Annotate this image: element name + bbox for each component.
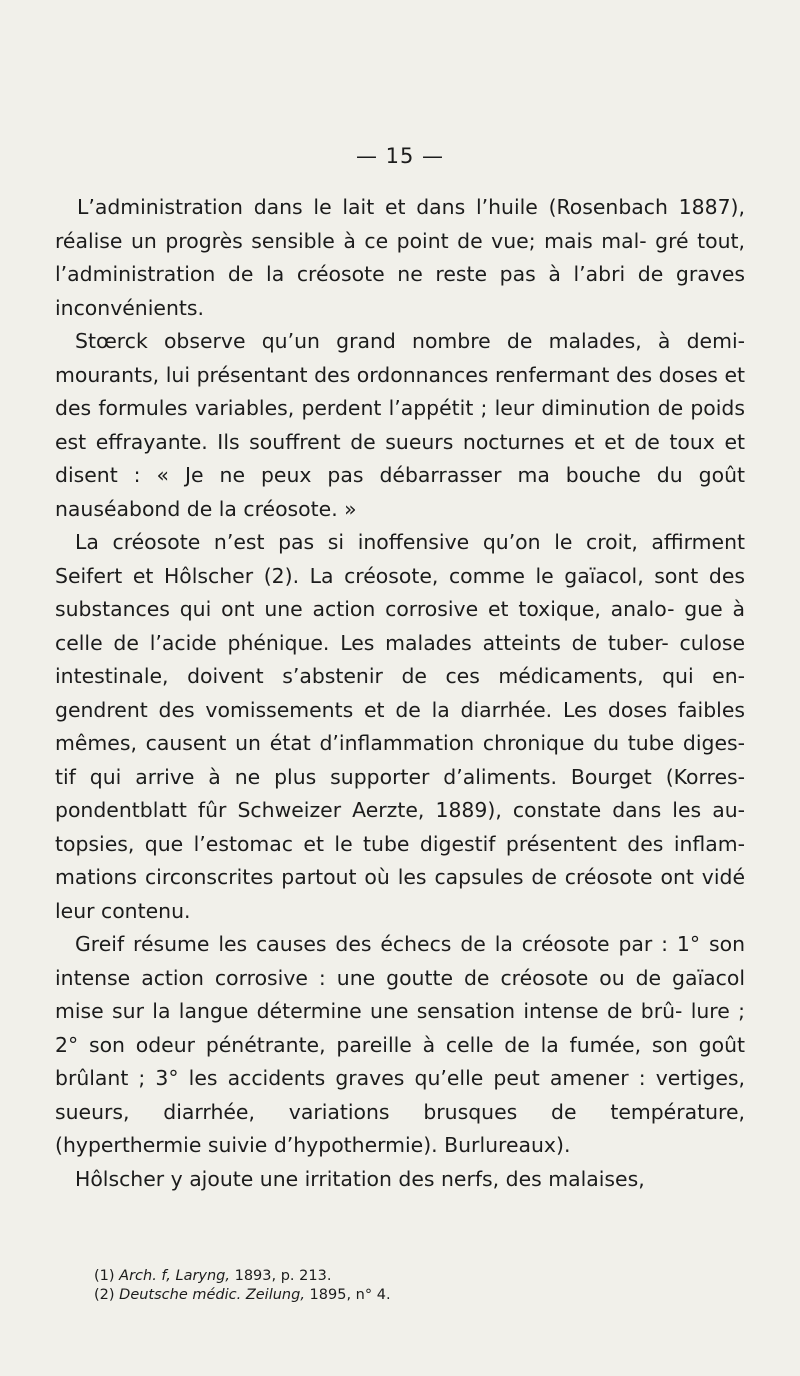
paragraph-3: La créosote n’est pas si inoffensive qu’on le croit, affirment Seifert et Hôlscher (2). La créosote, comme le gaïacol, sont des substances qui ont une action corrosive et toxique, analo- gue à celle de l’acide phénique. Les malades atteints de tuber- culose intestinale, doivent s’abstenir de ces médicaments, qui en- gendrent des vomissements et de la diarrhée. Les doses faibles mêmes, causent un état d’inflammation chronique du tube diges- tif qui arrive à ne plus supporter d’aliments. Bourget (Korres- pondentblatt fûr Schweizer Aerzte, 1889), constate dans les au- topsies, que l’estomac et le tube digestif présentent des inflam- mations circonscrites partout où les capsules de créosote ont vidé leur contenu. — [55, 530, 745, 923]
paragraph-5: Hôlscher y ajoute une irritation des nerfs, des malaises, — [75, 1166, 645, 1191]
footnotes — [94, 1267, 734, 1305]
footnote-details: 1895, n° 4. — [309, 1287, 391, 1303]
paragraph-1: L’administration dans le lait et dans l’huile (Rosenbach 1887), réalise un progrès sensible à ce point de vue; mais mal- gré tout, l’administration de la créosote ne reste pas à l’abri de graves inconvénients. — [55, 195, 745, 320]
footnote-1 — [94, 1267, 734, 1286]
paragraph-4: Greif résume les causes des échecs de la créosote par : 1° son intense action corrosive : une goutte de créosote ou de gaïacol mise sur la langue détermine une sensation intense de brû- lure ; 2° son odeur pénétrante, pareille à celle de la fumée, son goût brûlant ; 3° les accidents graves qu’elle peut amener : vertiges, sueurs, diarrhée, variations brusques de température, (hyperthermie suivie d’hypothermie). Burlureaux). — [55, 932, 745, 1157]
paragraph-2: Stœrck observe qu’un grand nombre de malades, à demi- mourants, lui présentant des ordonnances renfermant des doses et des formules variables, perdent l’appétit ; leur diminution de poids est effrayante. Ils souffrent de sueurs nocturnes et et de toux et disent : « Je ne peux pas débarrasser ma bouche du goût nauséabond de la créosote. » — [55, 329, 745, 521]
footnote-2 — [94, 1286, 734, 1305]
page-number: — 15 — — [355, 144, 445, 168]
footnote-source: Arch. f, Laryng, — [119, 1268, 230, 1284]
footnote-number: (1) — [94, 1268, 115, 1284]
body-text — [55, 191, 745, 1196]
footnote-number: (2) — [94, 1287, 115, 1303]
footnote-details: 1893, p. 213. — [234, 1268, 332, 1284]
footnote-source: Deutsche médic. Zeilung, — [119, 1287, 305, 1303]
